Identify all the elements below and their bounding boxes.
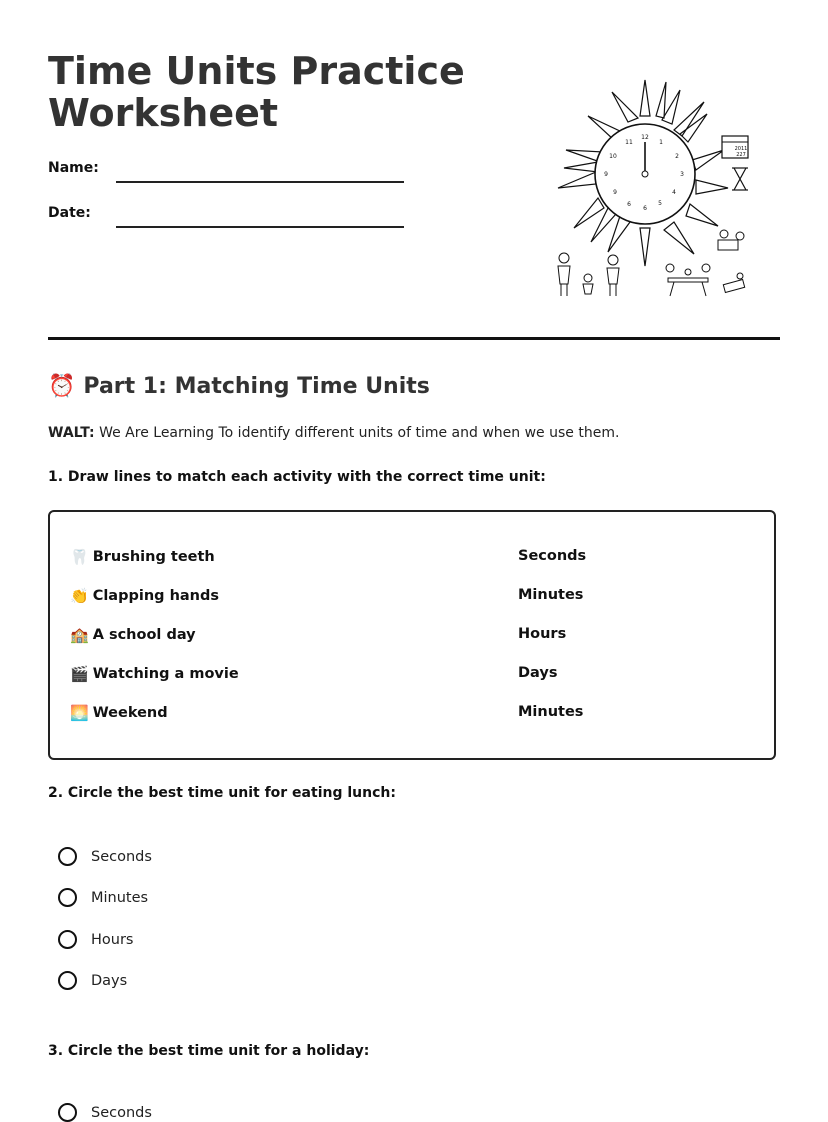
school-icon: 🏫	[70, 626, 89, 644]
calendar-icon	[722, 136, 748, 158]
radio-circle-icon[interactable]	[58, 930, 77, 949]
part1-title: Part 1: Matching Time Units	[83, 374, 430, 399]
family-figures-icon	[558, 230, 745, 296]
option-label: Hours	[91, 931, 134, 948]
walt-text: We Are Learning To identify different units of time and when we use them.	[94, 425, 620, 441]
unit-item[interactable]: Hours	[518, 626, 567, 642]
calendar-year: 2011	[734, 146, 748, 152]
clock-number: 12	[641, 134, 649, 141]
option-label: Days	[91, 972, 128, 989]
activity-item[interactable]	[70, 665, 239, 683]
calendar-day: 227	[736, 152, 746, 158]
activity-item[interactable]	[70, 704, 168, 722]
q2-option-minutes[interactable]	[58, 888, 148, 907]
clock-number: 11	[625, 139, 633, 146]
clock-number: 2	[675, 153, 679, 160]
walt-statement	[48, 425, 619, 441]
unit-item[interactable]: Minutes	[518, 587, 584, 603]
clapperboard-icon: 🎬	[70, 665, 89, 683]
match-row	[50, 665, 774, 689]
activity-item[interactable]	[70, 626, 196, 644]
option-label: Minutes	[91, 889, 149, 906]
option-label: Seconds	[91, 848, 152, 865]
tooth-icon: 🦷	[70, 548, 89, 566]
date-label: Date:	[48, 205, 91, 221]
matching-box	[48, 510, 776, 760]
sun-clock-illustration	[546, 72, 762, 304]
match-row	[50, 587, 774, 611]
q2-option-hours[interactable]	[58, 930, 133, 949]
radio-circle-icon[interactable]	[58, 971, 77, 990]
name-field[interactable]	[116, 181, 404, 183]
activity-item[interactable]	[70, 548, 215, 566]
question-2-prompt: 2. Circle the best time unit for eating lunch:	[48, 785, 396, 801]
radio-circle-icon[interactable]	[58, 847, 77, 866]
activity-label: Weekend	[92, 705, 168, 721]
match-row	[50, 548, 774, 572]
option-label: Seconds	[91, 1104, 152, 1121]
clapping-hands-icon: 👏	[70, 587, 89, 605]
question-1-prompt: 1. Draw lines to match each activity with the correct time unit:	[48, 469, 546, 485]
match-row	[50, 626, 774, 650]
clock-number: 9	[604, 171, 608, 178]
radio-circle-icon[interactable]	[58, 888, 77, 907]
clock-number: 6	[643, 205, 647, 212]
clock-number: 9	[613, 189, 617, 196]
q2-option-seconds[interactable]	[58, 847, 152, 866]
clock-number: 4	[672, 189, 676, 196]
match-row	[50, 704, 774, 728]
radio-circle-icon[interactable]	[58, 1103, 77, 1122]
activity-label: Watching a movie	[92, 666, 239, 682]
name-label: Name:	[48, 160, 99, 176]
hourglass-icon	[732, 168, 748, 190]
activity-item[interactable]	[70, 587, 219, 605]
sunrise-icon: 🌅	[70, 704, 89, 722]
activity-label: Brushing teeth	[92, 549, 215, 565]
unit-item[interactable]: Minutes	[518, 704, 584, 720]
unit-item[interactable]: Seconds	[518, 548, 587, 564]
part1-heading	[48, 374, 430, 399]
worksheet-title: Time Units Practice Worksheet	[48, 49, 465, 135]
activity-label: A school day	[92, 627, 196, 643]
q2-option-days[interactable]	[58, 971, 127, 990]
date-field[interactable]	[116, 226, 404, 228]
clock-number: 10	[609, 153, 617, 160]
q3-option-seconds[interactable]	[58, 1103, 152, 1122]
question-3-prompt: 3. Circle the best time unit for a holiday:	[48, 1043, 370, 1059]
activity-label: Clapping hands	[92, 588, 220, 604]
clock-number: 1	[659, 139, 663, 146]
walt-label: WALT:	[48, 425, 95, 441]
unit-item[interactable]: Days	[518, 665, 558, 681]
section-divider	[48, 337, 780, 340]
clock-number: 5	[658, 200, 662, 207]
clock-number: 3	[680, 171, 684, 178]
clock-number: 6	[627, 201, 631, 208]
alarm-clock-icon: ⏰	[48, 374, 76, 399]
